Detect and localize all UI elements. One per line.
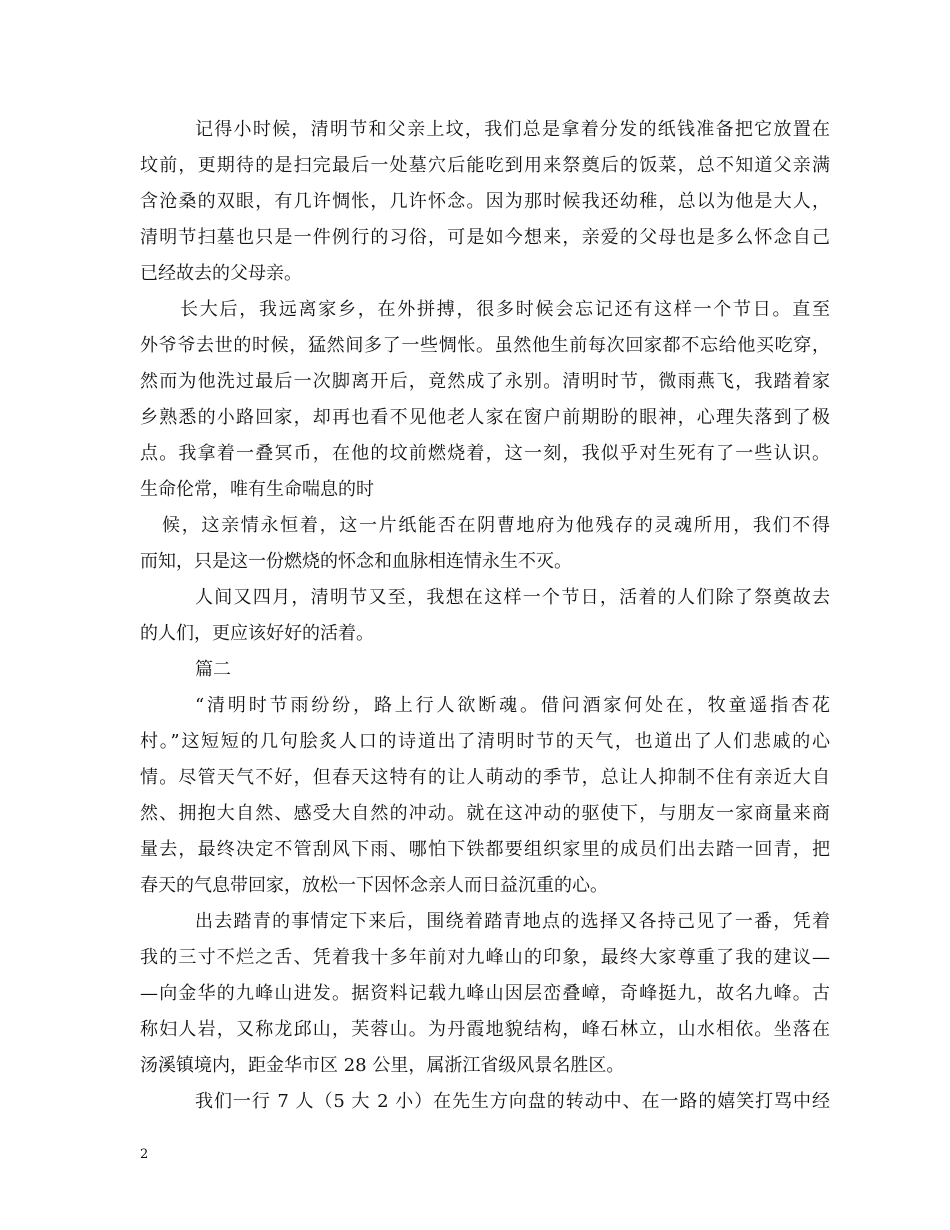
text-line: 生命伦常，唯有生命喘息的时	[140, 479, 374, 500]
text-line: 我们一行 7 人（5 大 2 小）在先生方向盘的转动中、在一路的嬉笑打骂中经	[195, 1091, 830, 1112]
text-line: 春天的气息带回家，放松一下因怀念亲人而日益沉重的心。	[140, 875, 608, 896]
text-line: 我的三寸不烂之舌、凭着我十多年前对九峰山的印象，最终大家尊重了我的建议—	[140, 947, 830, 968]
text-line: 外爷爷去世的时候，猛然间多了一些惆怅。虽然他生前每次回家都不忘给他买吃穿，	[140, 335, 830, 356]
section-heading: 篇二	[195, 659, 231, 680]
text-line: 汤溪镇境内，距金华市区 28 公里，属浙江省级风景名胜区。	[140, 1055, 625, 1076]
text-line: 称妇人岩，又称龙邱山，芙蓉山。为丹霞地貌结构，峰石林立，山水相依。坐落在	[140, 1019, 830, 1040]
text-line: 量去，最终决定不管刮风下雨、哪怕下铁都要组织家里的成员们出去踏一回青，把	[140, 839, 830, 860]
text-line: 然、拥抱大自然、感受大自然的冲动。就在这冲动的驱使下，与朋友一家商量来商	[140, 803, 830, 824]
text-line: 情。尽管天气不好，但春天这特有的让人萌动的季节，总让人抑制不住有亲近大自	[140, 767, 830, 788]
text-line: 然而为他洗过最后一次脚离开后，竟然成了永别。清明时节，微雨燕飞，我踏着家	[140, 371, 830, 392]
text-line: 而知，只是这一份燃烧的怀念和血脉相连情永生不灭。	[140, 551, 572, 572]
text-line: 长大后，我远离家乡，在外拼搏，很多时候会忘记还有这样一个节日。直至	[180, 299, 830, 320]
text-line: 含沧桑的双眼，有几许惆怅，几许怀念。因为那时候我还幼稚，总以为他是大人，	[140, 191, 830, 212]
text-line: —向金华的九峰山进发。据资料记载九峰山因层峦叠嶂，奇峰挺九，故名九峰。古	[140, 983, 830, 1004]
text-line: 记得小时候，清明节和父亲上坟，我们总是拿着分发的纸钱准备把它放置在	[195, 119, 830, 140]
text-line: 人间又四月，清明节又至，我想在这样一个节日，活着的人们除了祭奠故去	[195, 587, 830, 608]
text-line: 的人们，更应该好好的活着。	[140, 623, 374, 644]
text-line: 乡熟悉的小路回家，却再也看不见他老人家在窗户前期盼的眼神，心理失落到了极	[140, 407, 830, 428]
text-line: 坟前，更期待的是扫完最后一处墓穴后能吃到用来祭奠后的饭菜，总不知道父亲满	[140, 155, 830, 176]
page-number: 2	[140, 1147, 149, 1162]
text-line: 已经故去的父母亲。	[140, 263, 302, 284]
text-line: 候，这亲情永恒着，这一片纸能否在阴曹地府为他残存的灵魂所用，我们不得	[162, 515, 830, 536]
text-line: 清明节扫墓也只是一件例行的习俗，可是如今想来，亲爱的父母也是多么怀念自己	[140, 227, 830, 248]
text-line: 出去踏青的事情定下来后，围绕着踏青地点的选择又各持己见了一番，凭着	[195, 911, 830, 932]
text-line: 村。”这短短的几句脍炙人口的诗道出了清明时节的天气，也道出了人们悲戚的心	[140, 731, 830, 752]
text-line: “清明时节雨纷纷，路上行人欲断魂。借问酒家何处在，牧童遥指杏花	[195, 695, 830, 716]
text-line: 点。我拿着一叠冥币，在他的坟前燃烧着，这一刻，我似乎对生死有了一些认识。	[140, 443, 830, 464]
